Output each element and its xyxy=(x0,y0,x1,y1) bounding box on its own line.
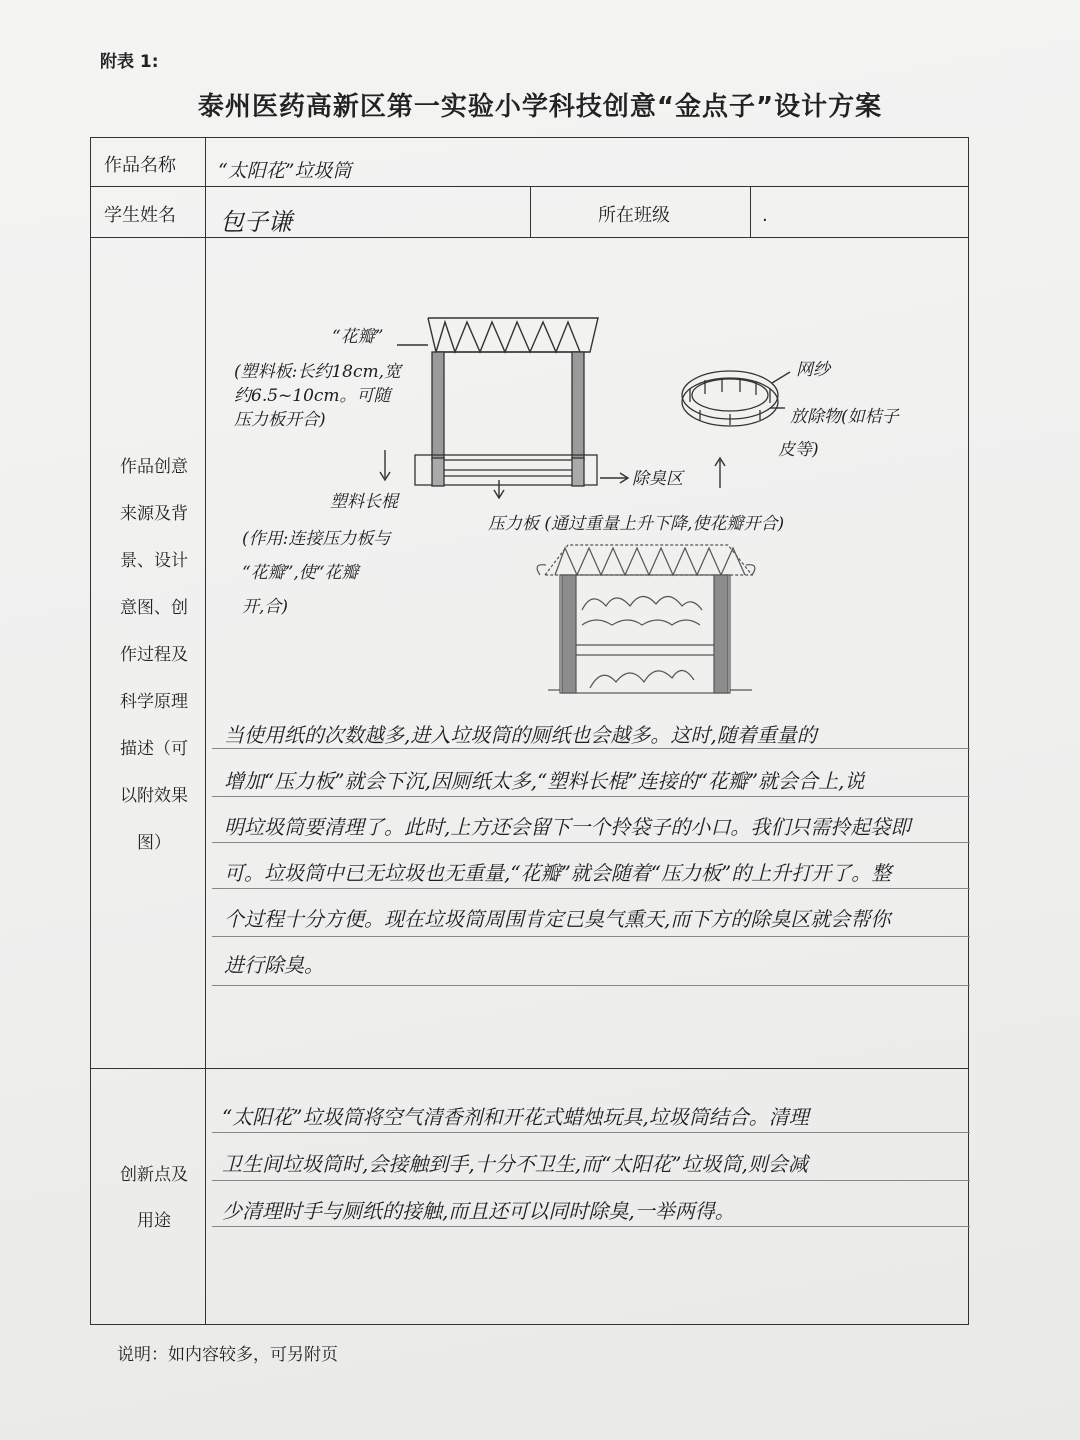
bin-body xyxy=(415,352,597,486)
attachment-label: 附表 1: xyxy=(100,52,159,72)
student-name-value: 包子谦 xyxy=(220,208,292,236)
innovation-label-line: 创新点及 xyxy=(120,1165,188,1185)
footer-note: 说明：如内容较多，可另附页 xyxy=(117,1345,338,1365)
deodor-zone-annotation: 除臭区 xyxy=(632,469,683,489)
innovation-label xyxy=(106,1152,202,1244)
class-label: 所在班级 xyxy=(598,205,670,226)
description-line: 当使用纸的次数越多,进入垃圾筒的厕纸也会越多。这时,随着重量的 xyxy=(224,723,817,747)
description-line: 增加“压力板”就会下沉,因厕纸太多,“塑料长棍”连接的“花瓣”就会合上,说 xyxy=(224,769,865,793)
innovation-line: 少清理时手与厕纸的接触,而且还可以同时除臭,一举两得。 xyxy=(222,1199,735,1223)
page-title: 泰州医药高新区第一实验小学科技创意“金点子”设计方案 xyxy=(197,92,883,122)
description-label-line: 描述（可 xyxy=(120,739,188,759)
pressure-plate-annotation: 压力板 (通过重量上升下降,使花瓣开合) xyxy=(488,514,785,534)
description-line: 可。垃圾筒中已无垃圾也无重量,“花瓣”就会随着“压力板”的上升打开了。整 xyxy=(224,861,892,885)
stick-annotation xyxy=(242,522,390,624)
petal-annotation-title: “花瓣” xyxy=(332,327,384,347)
description-label-line: 作品创意 xyxy=(120,457,188,477)
description-label-line: 科学原理 xyxy=(120,692,188,712)
petal-annotation-line: (塑料板:长约18cm,宽 xyxy=(234,362,402,382)
innovation-line: 卫生间垃圾筒时,会接触到手,十分不卫生,而“太阳花”垃圾筒,则会减 xyxy=(222,1152,808,1176)
description-label-line: 景、设计 xyxy=(120,551,188,571)
innovation-label-line: 用途 xyxy=(137,1211,171,1231)
petal-annotation xyxy=(234,360,401,432)
row-divider xyxy=(90,1068,969,1069)
stick-annotation-line: (作用:连接压力板与 xyxy=(242,529,391,549)
petal-annotation-line: 约6.5~10cm。可随 xyxy=(234,386,391,406)
stick-annotation-line: 开,合) xyxy=(242,597,289,617)
petal-drawing xyxy=(428,318,598,352)
description-line: 明垃圾筒要清理了。此时,上方还会留下一个拎袋子的小口。我们只需拎起袋即 xyxy=(224,815,911,839)
description-label-line: 作过程及 xyxy=(120,645,188,665)
innovation-text xyxy=(222,1094,972,1235)
student-name-label: 学生姓名 xyxy=(104,205,176,226)
description-line: 个过程十分方便。现在垃圾筒周围肯定已臭气熏天,而下方的除臭区就会帮你 xyxy=(224,907,891,931)
deodorant-annotation: 放除物(如桔子 xyxy=(790,407,899,427)
work-name-value: “太阳花”垃圾筒 xyxy=(218,160,352,182)
description-line: 进行除臭。 xyxy=(224,953,324,977)
petal-annotation-line: 压力板开合) xyxy=(234,410,326,430)
mesh-annotation: 网纱 xyxy=(796,360,830,380)
description-label-line: 意图、创 xyxy=(120,598,188,618)
description-label-line: 来源及背 xyxy=(120,504,188,524)
stick-annotation-title: 塑料长棍 xyxy=(330,492,398,512)
innovation-line: “太阳花”垃圾筒将空气清香剂和开花式蜡烛玩具,垃圾筒结合。清理 xyxy=(222,1105,809,1129)
effect-drawing xyxy=(537,545,755,693)
mesh-ring-drawing xyxy=(682,371,778,426)
description-text xyxy=(224,712,969,988)
description-label-line: 以附效果 xyxy=(120,786,188,806)
deodorant-annotation-2: 皮等) xyxy=(778,440,819,460)
stick-annotation-line: “花瓣”,使“花瓣 xyxy=(242,563,359,583)
work-name-label: 作品名称 xyxy=(104,155,176,176)
class-value: . xyxy=(762,205,768,226)
description-label-line: 图） xyxy=(137,833,171,853)
